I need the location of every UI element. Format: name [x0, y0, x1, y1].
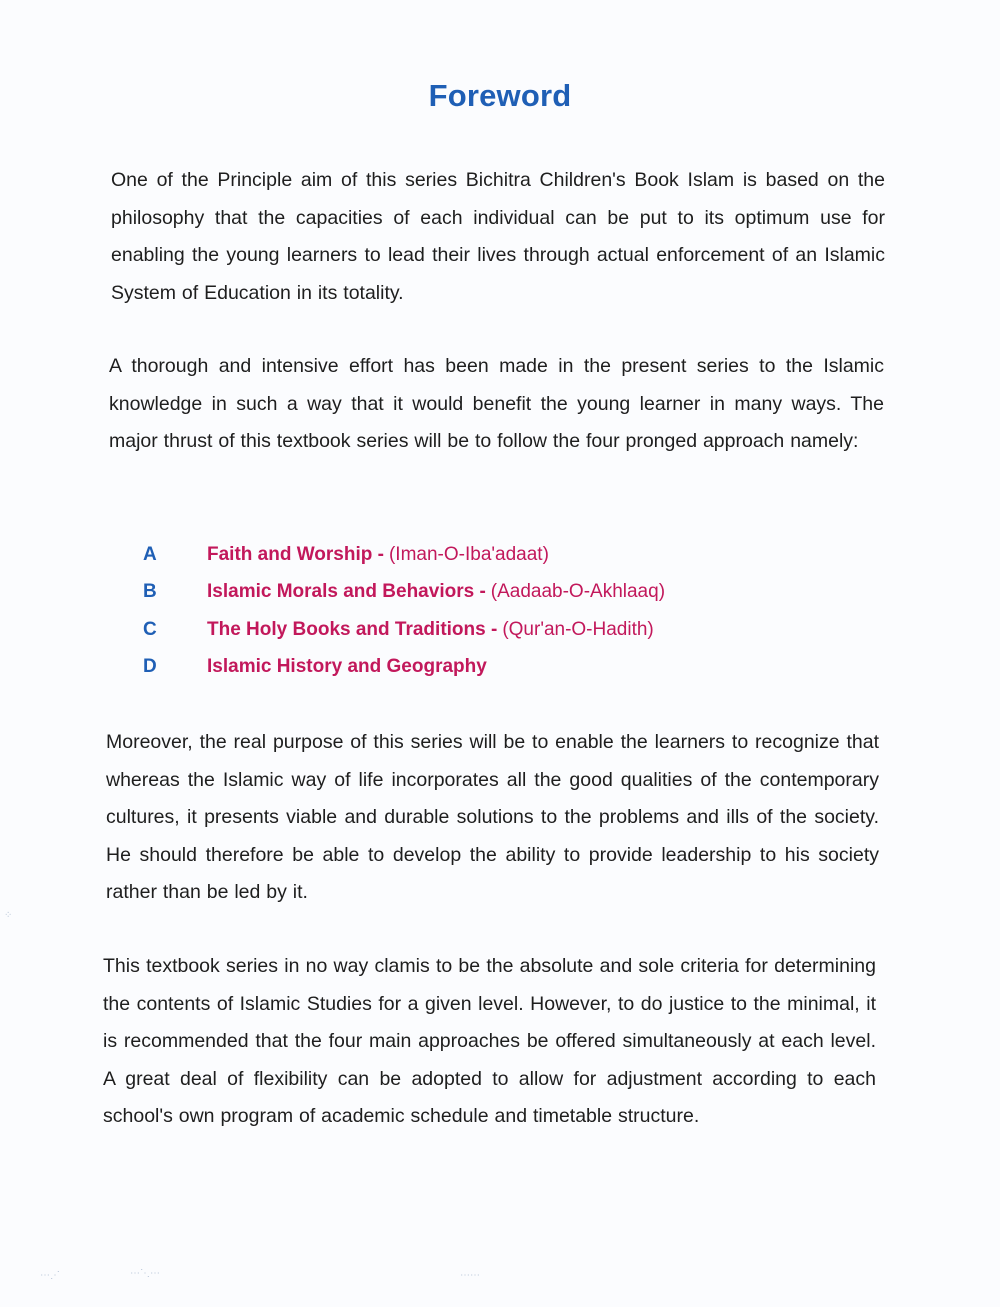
list-item	[141, 536, 841, 574]
list-subtitle: (Qur'an-O-Hadith)	[502, 618, 654, 640]
list-item	[141, 611, 841, 649]
scan-noise: ⁘	[4, 910, 13, 921]
list-letter: D	[143, 656, 157, 678]
scan-noise: ⋯⋱⋯	[130, 1268, 160, 1279]
list-item	[141, 649, 841, 687]
list-heading: The Holy Books and Traditions -	[207, 618, 498, 640]
list-heading: Islamic History and Geography	[207, 656, 487, 678]
paragraph-intro: One of the Principle aim of this series Bichitra Children's Book Islam is based on the philosophy that the capacities of each individual can be put to its optimum use for enabling the young learners to lead their lives through actual enforcement of an Islamic System of Education in its totality.	[111, 169, 885, 304]
list-subtitle: (Aadaab-O-Akhlaaq)	[490, 581, 666, 603]
list-heading: Islamic Morals and Behaviors -	[207, 581, 486, 603]
paragraph-purpose: Moreover, the real purpose of this series will be to enable the learners to recognize that whereas the Islamic way of life incorporates all the good qualities of the contemporary cultures, it presents viable and durable solutions to the problems and ills of the society. He should therefore be able to develop the ability to provide leadership to his society rather than be led by it.	[106, 731, 879, 903]
list-item	[141, 574, 841, 612]
scan-noise: ⋯⋯	[460, 1270, 480, 1281]
approach-list	[141, 536, 841, 686]
list-letter: C	[143, 618, 157, 640]
list-letter: B	[143, 581, 157, 603]
paragraph-flexibility: This textbook series in no way clamis to be the absolute and sole criteria for determining the contents of Islamic Studies for a given level. However, to do justice to the minimal, it is recommended that the four main approaches be offered simultaneously at each level. A great deal of flexibility can be adopted to allow for adjustment according to each school's own program of academic schedule and timetable structure.	[103, 955, 876, 1127]
scan-noise: ⋯⋰	[40, 1270, 60, 1281]
list-letter: A	[143, 543, 157, 565]
list-heading: Faith and Worship -	[207, 543, 384, 565]
paragraph-effort: A thorough and intensive effort has been made in the present series to the Islamic knowledge in such a way that it would benefit the young learner in many ways. The major thrust of this textbook series will be to follow the four pronged approach namely:	[109, 355, 884, 452]
list-subtitle: (Iman-O-Iba'adaat)	[388, 543, 549, 565]
page-title: Foreword	[428, 78, 572, 113]
